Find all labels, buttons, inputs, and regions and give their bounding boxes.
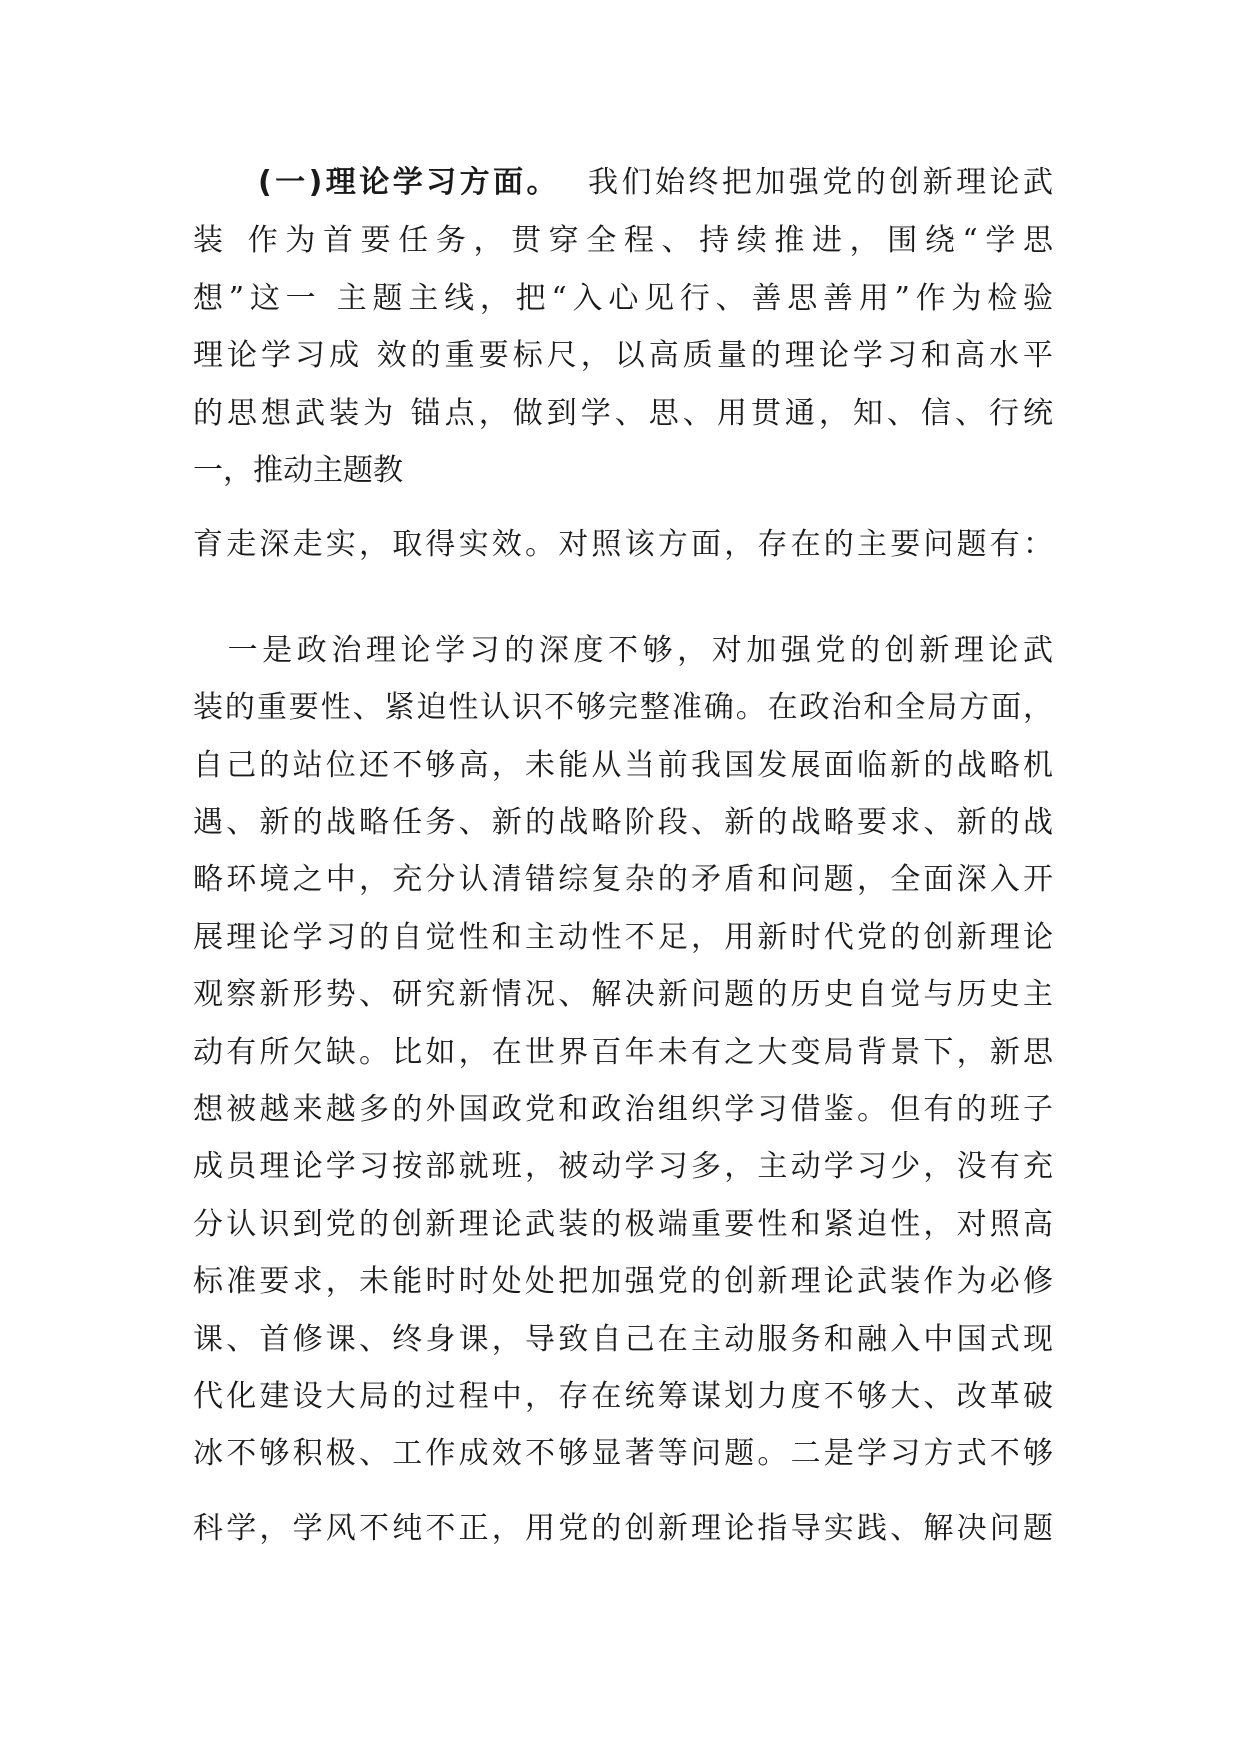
paragraph-2-line-1: 一是政治理论学习的深度不够，对加强党的创新理论武 xyxy=(193,633,1053,668)
paragraph-1-line-2: 装 作为首要任务，贯穿全程、持续推进，围绕“学思 xyxy=(193,223,1053,258)
paragraph-1-line-3: 想”这一 主题主线，把“入心见行、善思善用”作为检验 xyxy=(193,281,1053,316)
paragraph-1-line-1 xyxy=(258,163,1053,203)
paragraph-2-line-16: 科学，学风不纯不正，用党的创新理论指导实践、解决问题 xyxy=(193,1511,1053,1546)
paragraph-1-line-5: 的思想武装为 锚点，做到学、思、用贯通，知、信、行统 xyxy=(193,396,1053,431)
paragraph-2-line-6: 展理论学习的自觉性和主动性不足，用新时代党的创新理论 xyxy=(193,920,1053,955)
paragraph-2-line-9: 想被越来越多的外国政党和政治组织学习借鉴。但有的班子 xyxy=(193,1092,1053,1127)
paragraph-2-line-2: 装的重要性、紧迫性认识不够完整准确。在政治和全局方面， xyxy=(193,690,1053,725)
paragraph-2-line-10: 成员理论学习按部就班，被动学习多，主动学习少，没有充 xyxy=(193,1149,1053,1184)
paragraph-2-line-3: 自己的站位还不够高，未能从当前我国发展面临新的战略机 xyxy=(193,748,1053,783)
section-heading: (一)理论学习方面。 xyxy=(258,165,561,200)
paragraph-2-line-7: 观察新形势、研究新情况、解决新问题的历史自觉与历史主 xyxy=(193,977,1053,1012)
paragraph-2-line-4: 遇、新的战略任务、新的战略阶段、新的战略要求、新的战 xyxy=(193,805,1053,840)
paragraph-2-line-14: 代化建设大局的过程中，存在统筹谋划力度不够大、改革破 xyxy=(193,1379,1053,1414)
paragraph-2-line-12: 标准要求，未能时时处处把加强党的创新理论武装作为必修 xyxy=(193,1264,1053,1299)
paragraph-1-line-7: 育走深走实，取得实效。对照该方面，存在的主要问题有： xyxy=(193,527,1053,562)
paragraph-2-line-11: 分认识到党的创新理论武装的极端重要性和紧迫性，对照高 xyxy=(193,1207,1053,1242)
paragraph-2-line-5: 略环境之中，充分认清错综复杂的矛盾和问题，全面深入开 xyxy=(193,862,1053,897)
paragraph-text: 我们始终把加强党的创新理论武 xyxy=(588,165,1053,200)
paragraph-2-line-8: 动有所欠缺。比如，在世界百年未有之大变局背景下，新思 xyxy=(193,1035,1053,1070)
paragraph-2-line-15: 冰不够积极、工作成效不够显著等问题。二是学习方式不够 xyxy=(193,1436,1053,1471)
paragraph-1-line-6: 一，推动主题教 xyxy=(193,453,403,488)
paragraph-2-line-13: 课、首修课、终身课，导致自己在主动服务和融入中国式现 xyxy=(193,1322,1053,1357)
paragraph-1-line-4: 理论学习成 效的重要标尺，以高质量的理论学习和高水平 xyxy=(193,338,1053,373)
